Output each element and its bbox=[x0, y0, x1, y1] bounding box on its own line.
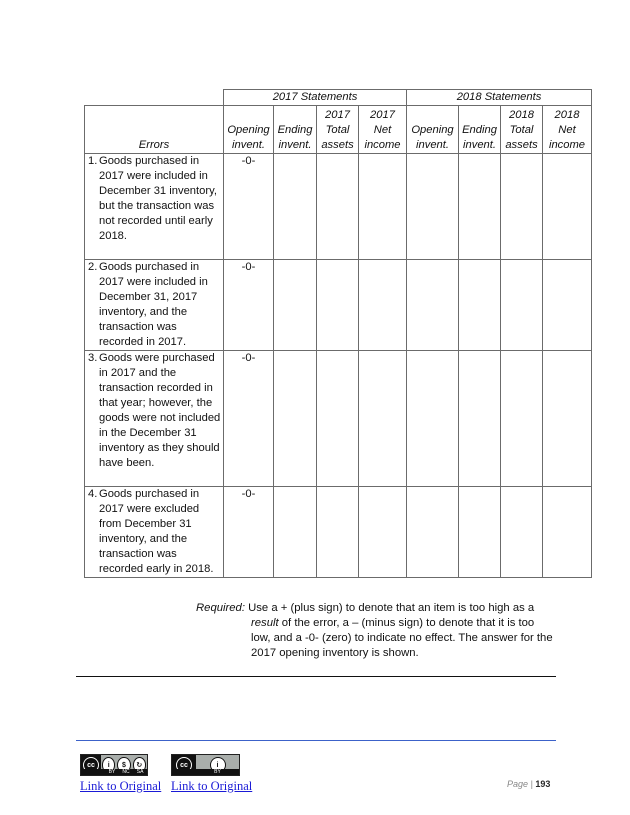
col-header-2018-opening: Opening invent. bbox=[407, 106, 459, 154]
link-to-original-2[interactable]: Link to Original bbox=[171, 779, 253, 793]
answer-cell[interactable] bbox=[501, 487, 543, 578]
group-header-2017: 2017 Statements bbox=[224, 90, 407, 106]
error-description-cell bbox=[85, 487, 224, 578]
error-number: 3. bbox=[88, 352, 98, 364]
error-number: 4. bbox=[88, 488, 98, 500]
answer-cell[interactable] bbox=[459, 487, 501, 578]
required-line-2: of the error, a – (minus sign) to denote that it is too bbox=[278, 617, 535, 629]
column-header-row bbox=[85, 106, 592, 154]
sharealike-icon: ↻ bbox=[133, 757, 146, 773]
answer-cell[interactable] bbox=[459, 351, 501, 487]
answer-cell[interactable] bbox=[317, 260, 359, 351]
col-header-2018-ending: Ending invent. bbox=[459, 106, 501, 154]
error-description-cell bbox=[85, 154, 224, 260]
section-divider bbox=[76, 676, 556, 677]
error-description-cell bbox=[85, 351, 224, 487]
attribution-icon: i bbox=[102, 757, 115, 773]
required-line-1: Use a + (plus sign) to denote that an item is too high as a bbox=[248, 602, 535, 614]
answer-cell[interactable] bbox=[359, 154, 407, 260]
cc-logo-icon: cc bbox=[176, 757, 192, 773]
answer-cell[interactable] bbox=[359, 260, 407, 351]
answer-cell[interactable] bbox=[317, 487, 359, 578]
answer-cell[interactable] bbox=[407, 260, 459, 351]
col-header-2017-total-assets: 2017 Total assets bbox=[317, 106, 359, 154]
error-description-cell bbox=[85, 260, 224, 351]
page-number: Page | 193 bbox=[507, 779, 551, 789]
answer-cell[interactable] bbox=[543, 487, 592, 578]
required-label: Required: bbox=[196, 602, 245, 614]
footer-divider bbox=[76, 740, 556, 741]
blank-corner-cell bbox=[85, 90, 224, 106]
answer-cell-2017-opening[interactable]: -0- bbox=[224, 260, 274, 351]
answer-cell[interactable] bbox=[407, 487, 459, 578]
attribution-icon: i bbox=[210, 757, 226, 773]
answer-cell[interactable] bbox=[501, 351, 543, 487]
col-header-2017-opening: Opening invent. bbox=[224, 106, 274, 154]
error-number: 2. bbox=[88, 261, 98, 273]
license-tags: BY bbox=[172, 769, 239, 775]
error-text: Goods purchased in 2017 were excluded from December 31 inventory, and the transaction was recorded early in 2018. bbox=[99, 488, 214, 575]
answer-cell[interactable] bbox=[274, 351, 317, 487]
error-text: Goods were purchased in 2017 and the transaction recorded in that year; however, the goods were not included in the December 31 inventory as they should have been. bbox=[99, 352, 221, 469]
answer-cell-2017-opening[interactable]: -0- bbox=[224, 487, 274, 578]
answer-cell[interactable] bbox=[407, 351, 459, 487]
group-header-2018: 2018 Statements bbox=[407, 90, 592, 106]
col-header-2018-net-income: 2018 Net income bbox=[543, 106, 592, 154]
errors-header: Errors bbox=[85, 106, 224, 154]
error-text: Goods purchased in 2017 were included in December 31 inventory, but the transaction was not recorded until early 2018. bbox=[99, 155, 217, 242]
cc-by-license-badge[interactable] bbox=[171, 754, 240, 776]
answer-cell[interactable] bbox=[459, 260, 501, 351]
cc-by-nc-sa-license-badge[interactable] bbox=[80, 754, 148, 776]
table-row bbox=[85, 487, 592, 578]
error-analysis-table bbox=[84, 89, 592, 578]
answer-cell-2017-opening[interactable]: -0- bbox=[224, 351, 274, 487]
answer-cell-2017-opening[interactable]: -0- bbox=[224, 154, 274, 260]
answer-cell[interactable] bbox=[407, 154, 459, 260]
error-text: Goods purchased in 2017 were included in December 31, 2017 inventory, and the transaction was recorded in 2017. bbox=[99, 261, 208, 348]
noncommercial-icon: $ bbox=[117, 757, 130, 773]
answer-cell[interactable] bbox=[501, 260, 543, 351]
required-line-3: low, and a -0- (zero) to indicate no effect. The answer for the bbox=[251, 632, 553, 644]
answer-cell[interactable] bbox=[543, 260, 592, 351]
answer-cell[interactable] bbox=[359, 487, 407, 578]
answer-cell[interactable] bbox=[543, 351, 592, 487]
table-row bbox=[85, 260, 592, 351]
cc-logo-icon: cc bbox=[83, 757, 99, 773]
license-tags: BY NC SA bbox=[81, 769, 147, 775]
answer-cell[interactable] bbox=[543, 154, 592, 260]
table-row bbox=[85, 154, 592, 260]
col-header-2017-net-income: 2017 Net income bbox=[359, 106, 407, 154]
answer-cell[interactable] bbox=[359, 351, 407, 487]
link-to-original-1[interactable]: Link to Original bbox=[80, 779, 162, 793]
statement-group-header-row bbox=[85, 90, 592, 106]
answer-cell[interactable] bbox=[501, 154, 543, 260]
error-number: 1. bbox=[88, 155, 98, 167]
answer-cell[interactable] bbox=[459, 154, 501, 260]
answer-cell[interactable] bbox=[317, 154, 359, 260]
col-header-2017-ending: Ending invent. bbox=[274, 106, 317, 154]
answer-cell[interactable] bbox=[274, 260, 317, 351]
col-header-2018-total-assets: 2018 Total assets bbox=[501, 106, 543, 154]
answer-cell[interactable] bbox=[274, 487, 317, 578]
required-instructions bbox=[196, 601, 576, 661]
answer-cell[interactable] bbox=[274, 154, 317, 260]
required-result-word: result bbox=[251, 617, 279, 629]
required-line-4: 2017 opening inventory is shown. bbox=[251, 647, 419, 659]
answer-cell[interactable] bbox=[317, 351, 359, 487]
table-row bbox=[85, 351, 592, 487]
